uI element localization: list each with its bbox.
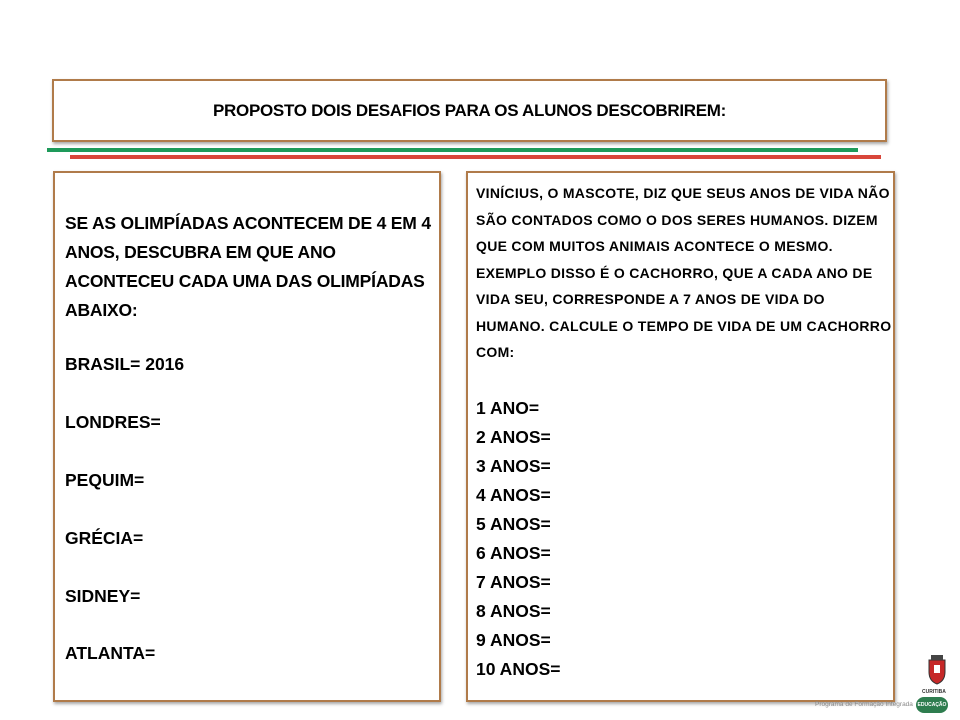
olympics-item: LONDRES= [65,412,161,432]
dog-age-item: 8 ANOS= [476,600,551,621]
olympics-challenge-box [53,171,441,702]
city-label: CURITIBA [922,689,946,695]
dog-age-item: 5 ANOS= [476,513,551,534]
curitiba-crest-icon [926,654,948,686]
education-badge: EDUCAÇÃO [916,697,948,713]
olympics-item: SIDNEY= [65,586,141,606]
program-label: Programa de Formação Integrada [815,701,913,708]
dog-age-item: 2 ANOS= [476,426,551,447]
dog-age-challenge-box [466,171,895,702]
olympics-item: GRÉCIA= [65,528,144,548]
dog-age-list [476,394,893,684]
title-box [52,79,887,142]
dog-age-item: 6 ANOS= [476,542,551,563]
footer-logo [810,652,960,720]
dog-age-item: 10 ANOS= [476,658,561,679]
page-title: PROPOSTO DOIS DESAFIOS PARA OS ALUNOS DESCOBRIREM: [213,100,726,120]
olympics-item: PEQUIM= [65,470,145,490]
dog-age-question: VINÍCIUS, O MASCOTE, DIZ QUE SEUS ANOS DE VIDA NÃO SÃO CONTADOS COMO O DOS SERES HUMANOS. DIZEM QUE COM MUITOS ANIMAIS ACONTECE O MESMO. EXEMPLO DISSO É O CACHORRO, QUE A CADA ANO DE VIDA SEU, CORRESPONDE A 7 ANOS DE VIDA DO HUMANO. CALCULE O TEMPO DE VIDA DE UM CACHORRO COM: [476,185,892,360]
olympics-item: ATLANTA= [65,643,156,663]
dog-age-item: 9 ANOS= [476,629,551,650]
olympics-question: SE AS OLIMPÍADAS ACONTECEM DE 4 EM 4 ANOS, DESCUBRA EM QUE ANO ACONTECEU CADA UMA DAS OLIMPÍADAS ABAIXO: [65,213,431,320]
dog-age-item: 1 ANO= [476,397,540,418]
dog-age-item: 3 ANOS= [476,455,551,476]
olympics-item: BRASIL= 2016 [65,354,185,374]
dog-age-item: 7 ANOS= [476,571,551,592]
green-divider [47,148,858,152]
dog-age-item: 4 ANOS= [476,484,551,505]
red-divider [70,155,881,159]
